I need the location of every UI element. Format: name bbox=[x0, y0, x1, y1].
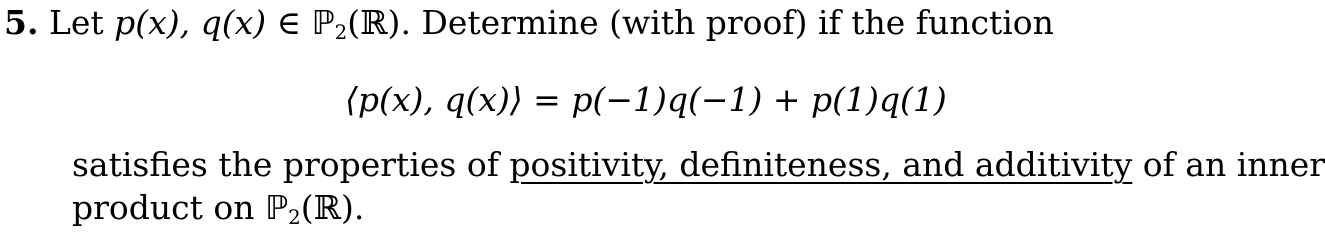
problem-statement-line-4 bbox=[72, 188, 364, 228]
line4-space-symbol: ℙ bbox=[265, 188, 289, 227]
line3-suffix: of an inner bbox=[1132, 145, 1325, 184]
line4-space-field: (ℝ) bbox=[300, 188, 354, 227]
space-field: (ℝ) bbox=[347, 3, 401, 42]
line4-space-subscript: 2 bbox=[288, 205, 301, 229]
problem-statement-line-1 bbox=[4, 3, 1054, 43]
problem-number: 5. bbox=[4, 3, 39, 42]
formula-display: ⟨p(x), q(x)⟩ = p(−1)q(−1) + p(1)q(1) bbox=[345, 80, 947, 119]
space-subscript: 2 bbox=[334, 20, 348, 44]
intro-math: p(x), q(x) ∈ bbox=[114, 3, 312, 42]
space-symbol: ℙ bbox=[311, 3, 335, 42]
intro-prefix: Let bbox=[48, 3, 115, 42]
underlined-properties: positivity, definiteness, and additivity bbox=[509, 145, 1133, 184]
problem-statement-line-3 bbox=[72, 145, 1325, 185]
intro-suffix: . Determine (with proof) if the function bbox=[400, 3, 1054, 42]
line3-prefix: satisfies the properties of bbox=[72, 145, 510, 184]
line4-suffix: . bbox=[353, 188, 365, 227]
line4-prefix: product on bbox=[72, 188, 265, 227]
